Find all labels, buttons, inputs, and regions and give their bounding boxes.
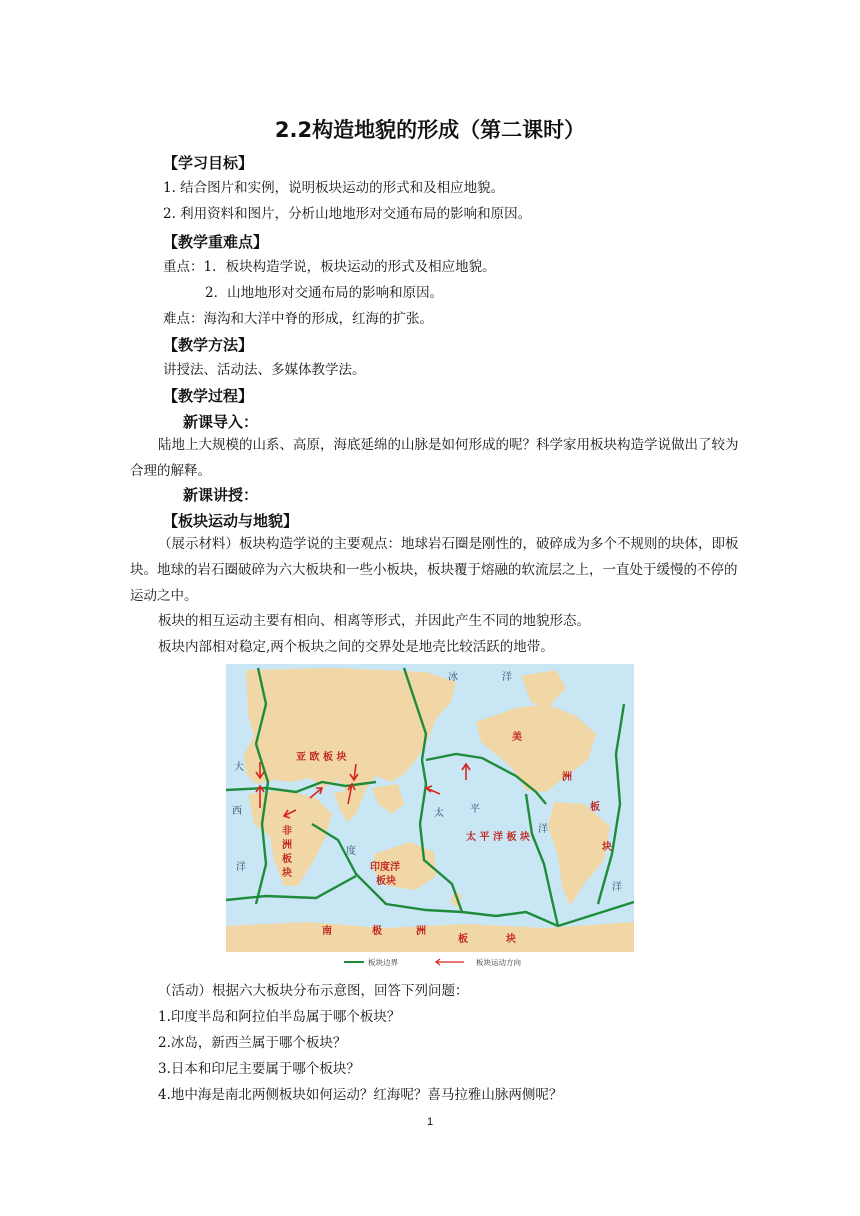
label-american-plate-1: 美: [512, 732, 522, 743]
label-american-plate-4: 块: [602, 842, 612, 853]
keypoint-focus-1: 重点：1．板块构造学说，板块运动的形式及相应地貌。: [163, 259, 496, 275]
label-atlantic-east: 洋: [612, 882, 622, 893]
label-pacific-plate: 太 平 洋 板 块: [466, 832, 530, 843]
methods-text: 讲授法、活动法、多媒体教学法。: [163, 362, 366, 378]
section-paragraph-2: 板块的相互运动主要有相向、相离等形式，并因此产生不同的地貌形态。: [158, 613, 590, 629]
plate-map: [226, 664, 634, 970]
intro-paragraph: 陆地上大规模的山系、高原，海底延绵的山脉是如何形成的呢？科学家用板块构造学说做出了较为合理的解释。: [130, 437, 739, 479]
legend-direction-label: 板块运动方向: [476, 958, 521, 967]
label-pacific-ocean-3: 洋: [538, 824, 548, 835]
label-eurasian-plate: 亚 欧 板 块: [296, 752, 347, 763]
label-antarctic-plate-4: 板: [458, 934, 468, 945]
label-indian-plate-2: 板块: [376, 876, 396, 887]
label-african-plate-1: 非: [282, 826, 292, 837]
label-atlantic-3: 洋: [236, 862, 246, 873]
keypoints-heading: 【教学重难点】: [163, 233, 269, 251]
methods-heading: 【教学方法】: [163, 336, 254, 354]
goal-item-1: 1. 结合图片和实例，说明板块运动的形式和及相应地貌。: [163, 180, 505, 196]
label-pacific-ocean-2: 平: [470, 804, 480, 815]
label-african-plate-2: 洲: [282, 840, 292, 851]
goals-heading: 【学习目标】: [163, 154, 254, 172]
label-antarctic-plate-3: 洲: [416, 926, 426, 937]
label-atlantic-2: 西: [232, 806, 242, 817]
goal-item-2: 2. 利用资料和图片，分析山地地形对交通布局的影响和原因。: [163, 206, 532, 222]
label-african-plate-3: 板: [282, 854, 292, 865]
label-arctic-ocean-2: 洋: [502, 672, 512, 683]
label-american-plate-3: 板: [590, 802, 600, 813]
label-atlantic-1: 大: [234, 762, 244, 773]
map-legend: [344, 957, 521, 967]
activity-question-2: 2.冰岛，新西兰属于哪个板块？: [158, 1035, 347, 1051]
lecture-heading: 新课讲授：: [183, 486, 259, 504]
intro-heading: 新课导入：: [183, 413, 259, 431]
activity-intro: （活动）根据六大板块分布示意图，回答下列问题：: [158, 983, 469, 999]
land-antarctica: [226, 922, 634, 952]
label-indian-ocean-1: 度: [346, 846, 356, 857]
keypoint-focus-2: 2．山地地形对交通布局的影响和原因。: [205, 285, 444, 301]
section-heading: 【板块运动与地貌】: [163, 512, 299, 530]
label-antarctic-plate-1: 南: [322, 926, 332, 937]
label-indian-plate-1: 印度洋: [370, 862, 400, 873]
activity-question-4: 4.地中海是南北两侧板块如何运动？红海呢？喜马拉雅山脉两侧呢？: [158, 1087, 563, 1103]
plate-map-svg: [226, 664, 634, 970]
label-arctic-ocean-1: 冰: [448, 672, 458, 683]
legend-arrow-swatch: [436, 959, 464, 965]
label-antarctic-plate-2: 极: [372, 926, 382, 937]
page-number: 1: [426, 1116, 434, 1128]
activity-question-1: 1.印度半岛和阿拉伯半岛属于哪个板块？: [158, 1009, 401, 1025]
section-paragraph-3: 板块内部相对稳定,两个板块之间的交界处是地壳比较活跃的地带。: [158, 639, 554, 655]
legend-boundary-label: 板块边界: [368, 958, 398, 967]
label-antarctic-plate-5: 块: [506, 934, 516, 945]
label-african-plate-4: 块: [282, 868, 292, 879]
section-paragraph-1: （展示材料）板块构造学说的主要观点：地球岩石圈是刚性的，破碎成为多个不规则的块体，即板块。地球的岩石圈破碎为六大板块和一些小板块，板块覆于熔融的软流层之上，一直处于缓慢的不停的运动之中。: [130, 536, 739, 604]
document-title: 2.2构造地貌的形成（第二课时）: [274, 118, 586, 142]
label-pacific-ocean-1: 太: [434, 808, 444, 819]
label-american-plate-2: 洲: [562, 772, 572, 783]
keypoint-difficulty: 难点：海沟和大洋中脊的形成，红海的扩张。: [163, 311, 433, 327]
process-heading: 【教学过程】: [163, 387, 254, 405]
activity-question-3: 3.日本和印尼主要属于哪个板块？: [158, 1061, 360, 1077]
